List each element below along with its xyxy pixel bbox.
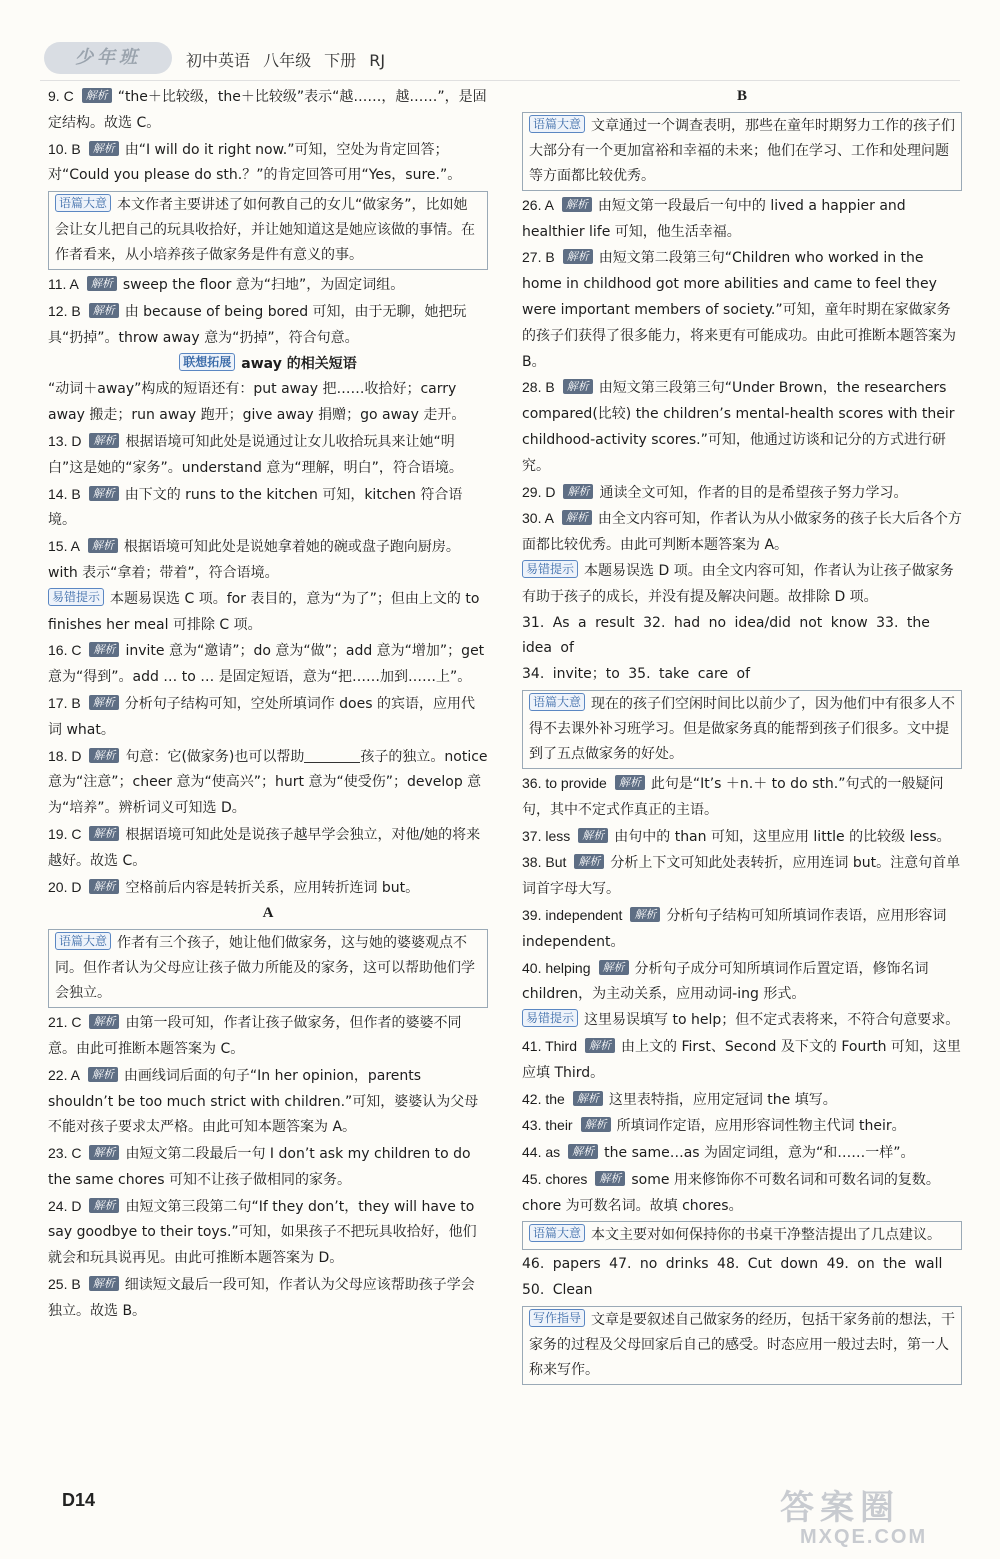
answer-item <box>522 850 962 903</box>
analysis-text: 细读短文最后一段可知，作者认为父母应该帮助孩子学会独立。故选 B。 <box>48 1277 475 1319</box>
answer-item <box>522 480 962 507</box>
answer-item <box>48 1141 488 1194</box>
analysis-text: 由第一段可知，作者让孩子做家务，但作者的婆婆不同意。由此可推断本题答案为 C。 <box>48 1015 462 1057</box>
answer-number: 40. helping <box>522 959 591 976</box>
extension-badge: 联想拓展 <box>179 353 235 371</box>
analysis-tag: 解析 <box>563 484 593 499</box>
analysis-text: 孩子的独立。notice 意为“注意”；cheer 意为“使高兴”；hurt 意为“使受伤”；develop 意为“培养”。辨析词义可知选 D。 <box>48 748 488 817</box>
analysis-tag: 解析 <box>562 510 592 525</box>
answer-number: 38. But <box>522 854 567 871</box>
answer-item <box>48 638 488 691</box>
analysis-tag: 解析 <box>89 303 119 318</box>
answer-item <box>48 822 488 875</box>
analysis-text: 由上文的 First、Second 及下文的 Fourth 可知，这里应填 Third。 <box>522 1038 961 1081</box>
tip-badge: 易错提示 <box>522 1009 578 1027</box>
analysis-tag: 解析 <box>581 1117 611 1132</box>
answer-number: 10. B <box>48 140 81 157</box>
analysis-text: 空格前后内容是转折关系，应用转折连词 but。 <box>125 879 420 896</box>
answer-number: 43. their <box>522 1117 573 1134</box>
answer-item <box>522 1140 962 1167</box>
fill-answers: 31. As a result 32. had no idea/did not know 33. the idea of <box>522 614 930 657</box>
analysis-text: 句意：它(做家务)也可以帮助 <box>125 748 305 765</box>
summary-text: 本文主要对如何保持你的书桌干净整洁提出了几点建议。 <box>591 1227 942 1244</box>
answer-item <box>522 1034 962 1087</box>
analysis-tag: 解析 <box>89 879 119 894</box>
summary-text: 文章通过一个调查表明，那些在童年时期努力工作的孩子们大部分有一个更加富裕和幸福的未来；他们在学习、工作和处理问题等方面都比较优秀。 <box>529 117 956 184</box>
answer-number: 14. B <box>48 485 81 502</box>
analysis-text: the same…as 为固定词组，意为“和……一样”。 <box>604 1145 915 1162</box>
analysis-text: 由“I will do it right now.”可知，空处为肯定回答；对“Could you please do sth.？”的肯定回答可用“Yes，sure.”。 <box>48 141 462 184</box>
extension-box <box>48 352 488 429</box>
analysis-tag: 解析 <box>585 1038 615 1053</box>
answer-item <box>522 956 962 1009</box>
analysis-tag: 解析 <box>89 141 119 156</box>
summary-text: 作者有三个孩子，她让他们做家务，这与她的婆婆观点不同。但作者认为父母应让孩子做力所能及的家务，这可以帮助他们学会独立。 <box>55 935 475 1002</box>
answer-number: 41. Third <box>522 1037 577 1054</box>
right-column <box>522 84 962 1387</box>
answer-item <box>522 193 962 246</box>
answer-number: 23. C <box>48 1145 82 1162</box>
summary-badge: 语篇大意 <box>55 932 111 950</box>
summary-box <box>522 690 962 769</box>
answer-number: 37. less <box>522 827 571 844</box>
answer-number: 30. A <box>522 510 554 527</box>
tip-badge: 易错提示 <box>48 588 104 606</box>
analysis-text: “the＋比较级，the＋比较级”表示“越……，越……”，是固定结构。故选 C。 <box>48 89 487 131</box>
analysis-text: 由短文第三段第二句“If they don’t，they will have to say goodbye to their toys.”可知，如果孩子不把玩具收拾好，他们就会和玩具说再见。由此可推断本题答案为 D。 <box>48 1198 477 1267</box>
answer-item <box>48 299 488 352</box>
summary-badge: 语篇大意 <box>529 115 585 133</box>
analysis-text: 根据语境可知此处是说通过让女儿收拾玩具来让她“明白”这是她的“家务”。understand 意为“理解，明白”，符合语境。 <box>48 433 463 476</box>
tip-box <box>48 587 488 639</box>
answer-item <box>522 903 962 956</box>
answer-item <box>522 245 962 375</box>
summary-text: 文章是要叙述自己做家务的经历，包括干家务前的想法，干家务的过程及父母回家后自己的感受。时态应用一般过去时，第一人称来写作。 <box>529 1312 956 1379</box>
left-column <box>48 84 488 1325</box>
answer-item <box>522 824 962 851</box>
watermark-url: MXQE.COM <box>800 1526 928 1548</box>
analysis-tag: 解析 <box>89 486 119 501</box>
answer-item <box>48 691 488 744</box>
analysis-tag: 解析 <box>89 433 119 448</box>
analysis-tag: 解析 <box>89 748 119 763</box>
summary-box <box>522 1306 962 1385</box>
analysis-tag: 解析 <box>82 88 112 103</box>
analysis-text: 所填词作定语，应用形容词性物主代词 their。 <box>616 1118 906 1135</box>
analysis-text: 由全文内容可知，作者认为从小做家务的孩子长大后各个方面都比较优秀。由此可判断本题答案为 A。 <box>522 511 962 554</box>
answer-number: 11. A <box>48 276 79 293</box>
analysis-text: 分析句子成分可知所填词作后置定语，修饰名词 children，为主动关系，应用动词-ing 形式。 <box>522 960 929 1003</box>
analysis-tag: 解析 <box>89 1014 119 1029</box>
answer-item <box>522 771 962 824</box>
section-label: A <box>262 905 274 922</box>
summary-badge: 语篇大意 <box>55 194 111 212</box>
analysis-text: 根据语境可知此处是说她拿着她的碗或盘子跑向厨房。with 表示“拿着；带着”，符合语境。 <box>48 539 460 581</box>
answer-number: 39. independent <box>522 906 623 923</box>
analysis-text: 分析上下文可知此处表转折，应用连词 but。注意句首单词首字母大写。 <box>522 855 961 898</box>
answer-item <box>48 1063 488 1141</box>
answer-number: 45. chores <box>522 1170 588 1187</box>
analysis-tag: 解析 <box>599 960 629 975</box>
answer-number: 13. D <box>48 432 82 449</box>
tip-badge: 易错提示 <box>522 560 578 578</box>
analysis-tag: 解析 <box>89 1198 119 1213</box>
analysis-text: 这里表特指，应用定冠词 the 填写。 <box>608 1091 837 1108</box>
answer-number: 42. the <box>522 1090 565 1107</box>
fill-answers: 46. papers 47. no drinks 48. Cut down 49. on the wall <box>522 1256 943 1273</box>
analysis-tag: 解析 <box>87 276 117 291</box>
analysis-text: invite 意为“邀请”；do 意为“做”；add 意为“增加”；get 意为“得到”。add … to … 是固定短语，意为“把……加到……上”。 <box>48 643 485 686</box>
analysis-text: 由 because of being bored 可知，由于无聊，她把玩具“扔掉”。throw away 意为“扔掉”，符合句意。 <box>48 303 467 346</box>
tip-text: 本题易误选 D 项。由全文内容可知，作者认为让孩子做家务有助于孩子的成长，并没有提及解决问题。故排除 D 项。 <box>522 562 954 605</box>
analysis-text: 根据语境可知此处是说孩子越早学会独立，对他/她的将来越好。故选 C。 <box>48 826 481 869</box>
answer-item <box>48 1010 488 1063</box>
answer-item <box>522 1113 962 1140</box>
analysis-text: 由句中的 than 可知，这里应用 little 的比较级 less。 <box>614 828 951 845</box>
analysis-tag: 解析 <box>573 1091 603 1106</box>
analysis-tag: 解析 <box>88 1067 118 1082</box>
analysis-tag: 解析 <box>89 695 119 710</box>
tip-text: 这里易误填写 to help；但不定式表将来，不符合句意要求。 <box>584 1012 960 1029</box>
answer-number: 17. B <box>48 694 81 711</box>
analysis-tag: 解析 <box>89 826 119 841</box>
analysis-tag: 解析 <box>562 197 592 212</box>
answer-item <box>522 1167 962 1220</box>
answer-item <box>522 375 962 479</box>
answer-number: 21. C <box>48 1014 82 1031</box>
watermark-logo: 答案圈 <box>780 1488 900 1528</box>
answer-number: 12. B <box>48 302 81 319</box>
answer-number: 19. C <box>48 825 82 842</box>
answer-number: 16. C <box>48 642 82 659</box>
answer-number: 24. D <box>48 1197 82 1214</box>
answer-item <box>48 137 488 190</box>
answer-number: 15. A <box>48 538 80 555</box>
tip-box <box>522 1008 962 1034</box>
analysis-tag: 解析 <box>630 907 660 922</box>
summary-text: 现在的孩子们空闲时间比以前少了，因为他们中有很多人不得不去课外补习班学习。但是做家务真的能帮到孩子们很多。文中提到了五点做家务的好处。 <box>529 695 956 762</box>
analysis-tag: 解析 <box>89 1145 119 1160</box>
answer-item <box>48 1272 488 1325</box>
analysis-tag: 解析 <box>615 775 645 790</box>
brand-logo: 少年班 <box>44 42 172 74</box>
page-number: D14 <box>62 1490 96 1510</box>
answer-item <box>48 482 488 535</box>
answer-item <box>48 744 488 822</box>
analysis-text: sweep the floor 意为“扫地”，为固定词组。 <box>122 277 405 294</box>
answer-number: 18. D <box>48 747 82 764</box>
analysis-tag: 解析 <box>574 854 604 869</box>
extension-heading: away 的相关短语 <box>241 355 357 372</box>
answer-item <box>522 1087 962 1114</box>
answer-item <box>48 272 488 299</box>
analysis-text: some 用来修饰你不可数名词和可数名词的复数。chore 为可数名词。故填 chores。 <box>522 1171 940 1214</box>
answer-item <box>48 1194 488 1272</box>
summary-text: 本文作者主要讲述了如何教自己的女儿“做家务”，比如她会让女儿把自己的玩具收拾好，并让她知道这是她应该做的事情。在作者看来，从小培养孩子做家务是件有意义的事。 <box>55 197 475 264</box>
analysis-text: 由画线词后面的句子“In her opinion，parents shouldn’t be too much strict with children.”可知，婆婆认为父母不能对孩子要求太严格。由此可知本题答案为 A。 <box>48 1067 479 1136</box>
fill-answers: 50. Clean <box>522 1282 593 1299</box>
answer-number: 44. as <box>522 1144 561 1161</box>
book-subject: 初中英语 八年级 下册 RJ <box>186 51 386 70</box>
page-header <box>0 0 1000 82</box>
tip-box <box>522 559 962 611</box>
answer-number: 22. A <box>48 1066 80 1083</box>
summary-badge: 语篇大意 <box>529 693 585 711</box>
extension-title <box>48 352 488 378</box>
analysis-text: 由短文第二段第三句“Children who worked in the home in childhood got more abilities and came to feel they were important members of society.”可知，童年时期在家做家务的孩子们获得了很多能力，将来更有可能成功。由此可推断本题答案为 B。 <box>522 250 956 370</box>
extension-text: “动词＋away”构成的短语还有：put away 把……收拾好；carry away 搬走；run away 跑开；give away 捐赠；go away 走开。 <box>48 381 466 424</box>
analysis-text: 此句是“It’s ＋n.＋ to do sth.”句式的一般疑问句，其中不定式作真正的主语。 <box>522 775 944 818</box>
analysis-tag: 解析 <box>568 1144 598 1159</box>
summary-badge: 写作指导 <box>529 1309 585 1327</box>
analysis-text: 通读全文可知，作者的目的是希望孩子努力学习。 <box>599 484 908 501</box>
analysis-text: 分析句子结构可知所填词作表语，应用形容词 independent。 <box>522 907 947 950</box>
analysis-tag: 解析 <box>563 379 593 394</box>
analysis-tag: 解析 <box>578 828 608 843</box>
fill-answers: 34. invite；to 35. take care of <box>522 666 750 683</box>
summary-badge: 语篇大意 <box>529 1224 585 1242</box>
blank-line <box>304 748 360 763</box>
answer-item <box>48 534 488 587</box>
summary-box <box>522 112 962 191</box>
answer-number: 20. D <box>48 878 82 895</box>
answer-number: 25. B <box>48 1276 81 1293</box>
analysis-text: 由短文第一段最后一句中的 lived a happier and healthier life 可知，他生活幸福。 <box>522 197 906 240</box>
tip-text: 本题易误选 C 项。for 表目的，意为“为了”；但由上文的 to finishes her meal 可排除 C 项。 <box>48 590 480 633</box>
summary-box <box>522 1221 962 1250</box>
answer-item <box>48 429 488 482</box>
analysis-tag: 解析 <box>89 1276 119 1291</box>
answer-item <box>48 84 488 137</box>
answer-item <box>522 506 962 559</box>
analysis-tag: 解析 <box>595 1171 625 1186</box>
answer-number: 36. to provide <box>522 774 607 791</box>
analysis-text: 由下文的 runs to the kitchen 可知，kitchen 符合语境。 <box>48 486 463 529</box>
analysis-text: 由短文第三段第三句“Under Brown，the researchers compared(比较) the children’s mental-health scores with their childhood-activity scores.”可知，他通过访谈和记分的方式进行研究。 <box>522 380 955 474</box>
analysis-tag: 解析 <box>563 249 593 264</box>
analysis-tag: 解析 <box>89 642 119 657</box>
answer-number: 27. B <box>522 249 555 266</box>
analysis-tag: 解析 <box>88 538 118 553</box>
answer-item <box>48 875 488 902</box>
answer-number: 28. B <box>522 379 555 396</box>
summary-box <box>48 191 488 270</box>
section-label: B <box>736 88 747 104</box>
answer-number: 26. A <box>522 196 554 213</box>
summary-box <box>48 929 488 1008</box>
analysis-text: 分析句子结构可知，空处所填词作 does 的宾语，应用代词 what。 <box>48 695 475 738</box>
answer-number: 9. C <box>48 88 74 104</box>
header-divider <box>40 80 960 81</box>
answer-number: 29. D <box>522 483 556 500</box>
analysis-text: 由短文第二段最后一句 I don’t ask my children to do the same chores 可知不让孩子做相同的家务。 <box>48 1146 471 1188</box>
